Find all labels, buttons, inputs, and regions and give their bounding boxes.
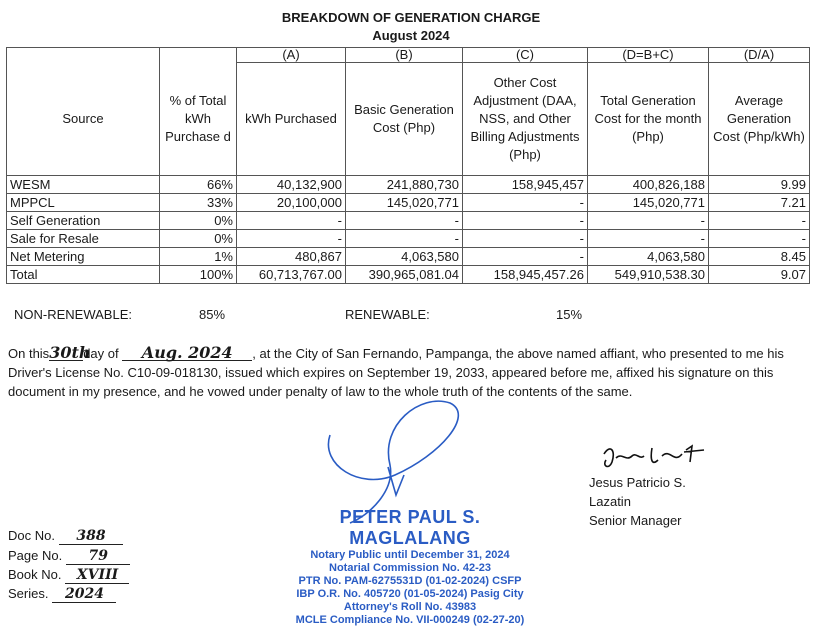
notary-line-1: Notary Public until December 31, 2024: [310, 549, 510, 561]
notary-stamp: [280, 507, 540, 627]
cell-average: 7.21: [709, 193, 810, 211]
signatory-name-line2: Lazatin: [589, 494, 631, 509]
document-title: BREAKDOWN OF GENERATION CHARGE: [281, 10, 541, 25]
doc-value: 388: [59, 528, 123, 545]
cell-basic: -: [346, 211, 463, 229]
header-total-cost: Total Generation Cost for the month (Php): [588, 63, 709, 176]
affidavit-text-2: day of: [83, 346, 119, 361]
table-row: [7, 211, 810, 229]
col-letter-e: (D/A): [709, 48, 810, 63]
notary-line-6: MCLE Compliance No. VII-000249 (02-27-20): [295, 614, 525, 626]
header-basic-cost: Basic Generation Cost (Php): [346, 63, 463, 176]
cell-kwh: 20,100,000: [237, 193, 346, 211]
cell-source: WESM: [7, 175, 160, 193]
cell-average: 9.99: [709, 175, 810, 193]
cell-source: Total: [7, 265, 160, 283]
page-value: 79: [66, 548, 130, 565]
cell-percent: 66%: [160, 175, 237, 193]
cell-percent: 0%: [160, 211, 237, 229]
cell-other: 158,945,457: [463, 175, 588, 193]
col-letter-a: (A): [237, 48, 346, 63]
cell-other: -: [463, 211, 588, 229]
notary-line-5: Attorney's Roll No. 43983: [343, 601, 477, 613]
nonrenewable-label: NON-RENEWABLE:: [14, 307, 132, 322]
cell-kwh: 60,713,767.00: [237, 265, 346, 283]
cell-total: -: [588, 229, 709, 247]
cell-total: 400,826,188: [588, 175, 709, 193]
table-row: [7, 247, 810, 265]
header-average-cost: Average Generation Cost (Php/kWh): [709, 63, 810, 176]
cell-kwh: 40,132,900: [237, 175, 346, 193]
cell-average: -: [709, 229, 810, 247]
cell-percent: 0%: [160, 229, 237, 247]
notary-line-2: Notarial Commission No. 42-23: [329, 562, 491, 574]
table-row: [7, 193, 810, 211]
cell-percent: 33%: [160, 193, 237, 211]
cell-average: -: [709, 211, 810, 229]
col-letter-c: (C): [463, 48, 588, 63]
cell-average: 9.07: [709, 265, 810, 283]
cell-percent: 1%: [160, 247, 237, 265]
cell-total: 145,020,771: [588, 193, 709, 211]
page-number-line: [8, 548, 130, 565]
cell-kwh: 480,867: [237, 247, 346, 265]
affidavit-paragraph: [8, 344, 813, 401]
doc-label: Doc No.: [8, 528, 55, 543]
cell-source: Self Generation: [7, 211, 160, 229]
series-value: 2024: [52, 586, 116, 603]
cell-basic: 145,020,771: [346, 193, 463, 211]
signatory-name-line1: Jesus Patricio S.: [589, 475, 686, 490]
month-handwritten: Aug. 2024: [122, 346, 252, 361]
series-label: Series.: [8, 586, 49, 601]
cell-other: 158,945,457.26: [463, 265, 588, 283]
cell-basic: 390,965,081.04: [346, 265, 463, 283]
cell-source: Net Metering: [7, 247, 160, 265]
header-kwh: kWh Purchased: [237, 63, 346, 176]
cell-other: -: [463, 247, 588, 265]
cell-basic: 241,880,730: [346, 175, 463, 193]
header-source: Source: [7, 63, 160, 176]
col-letter-b: (B): [346, 48, 463, 63]
nonrenewable-value: 85%: [199, 307, 226, 322]
affidavit-text-1: On this: [8, 346, 50, 361]
notary-name: PETER PAUL S. MAGLALANG: [339, 507, 481, 548]
cell-source: MPPCL: [7, 193, 160, 211]
book-number-line: [8, 567, 129, 584]
cell-basic: 4,063,580: [346, 247, 463, 265]
signatory-position: Senior Manager: [589, 513, 682, 528]
cell-total: 4,063,580: [588, 247, 709, 265]
affidavit-text-3: , at the City of San Fernando, Pampanga, the above named affiant, who presented to me his Driver's License No. C10-09-018130, issued which expires on September 19, 2033, appeared before me, affixed his signature on this document in my presence, and he vowed under penalty of law to the whole truth of the contents of the same.: [8, 346, 784, 399]
doc-number-line: [8, 528, 123, 545]
table-row: [7, 229, 810, 247]
header-row: [7, 63, 810, 176]
column-letter-row: [7, 48, 810, 63]
cell-source: Sale for Resale: [7, 229, 160, 247]
cell-kwh: -: [237, 211, 346, 229]
renewable-label: RENEWABLE:: [345, 307, 430, 322]
cell-total: -: [588, 211, 709, 229]
header-percent: % of Total kWh Purchase d: [160, 63, 237, 176]
page-label: Page No.: [8, 548, 63, 563]
notary-line-3: PTR No. PAM-6275531D (01-02-2024) CSFP: [298, 575, 522, 587]
book-value: XVIII: [65, 567, 129, 584]
table-row: [7, 175, 810, 193]
cell-average: 8.45: [709, 247, 810, 265]
day-handwritten: 30th: [49, 343, 91, 362]
renewable-value: 15%: [556, 307, 583, 322]
series-line: [8, 586, 116, 603]
table-row-total: [7, 265, 810, 283]
cell-total: 549,910,538.30: [588, 265, 709, 283]
book-label: Book No.: [8, 567, 62, 582]
cell-other: -: [463, 193, 588, 211]
cell-percent: 100%: [160, 265, 237, 283]
signatory-signature-icon: [600, 440, 710, 472]
cell-basic: -: [346, 229, 463, 247]
cell-kwh: -: [237, 229, 346, 247]
col-letter-d: (D=B+C): [588, 48, 709, 63]
document-period: August 2024: [372, 28, 450, 43]
header-other-cost: Other Cost Adjustment (DAA, NSS, and Other Billing Adjustments (Php): [463, 63, 588, 176]
generation-charge-table: [6, 47, 810, 284]
notary-line-4: IBP O.R. No. 405720 (01-05-2024) Pasig City: [296, 588, 524, 600]
cell-other: -: [463, 229, 588, 247]
